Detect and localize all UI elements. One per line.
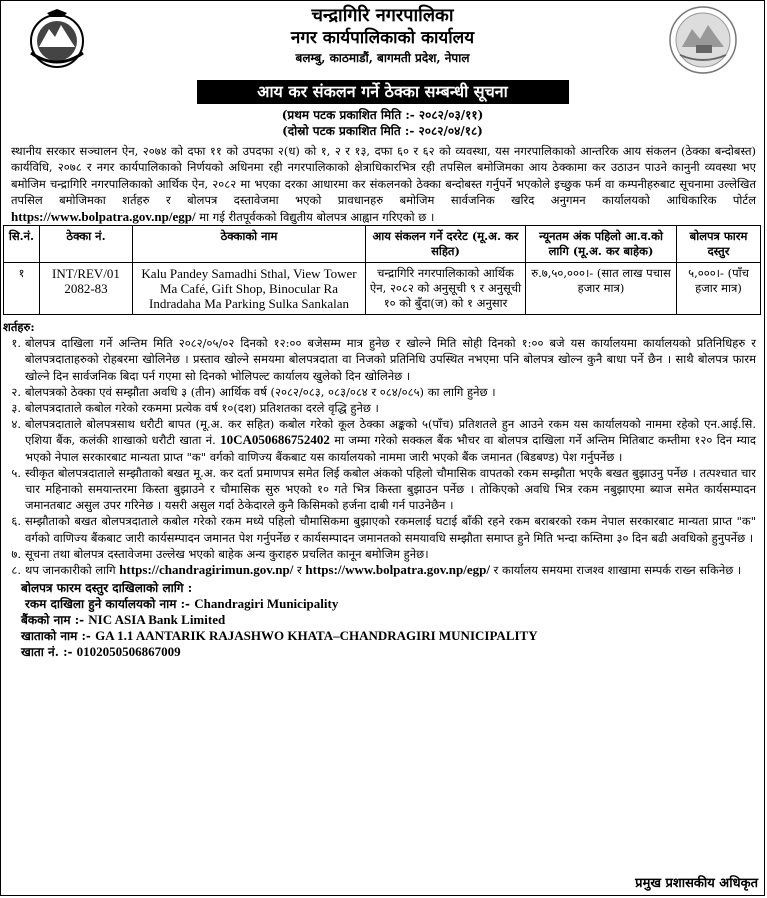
condition-item bbox=[3, 416, 756, 465]
signatory-title: प्रमुख प्रशासकीय अधिकृत bbox=[635, 876, 758, 891]
deposit-account-number: 10CA050686752402 bbox=[220, 432, 330, 448]
condition-text: स्वीकृत बोलपत्रदाताले सम्झौताको बखत मू.अ. कर दर्ता प्रमाणपत्र समेत लिई कबोल अंकको पहिलो चौमासिक वापतको रकम सम्झौता भएकै बखत बुझाउनु पर्नेछ । तत्पश्चात चार चार महिनाको समयान्तरमा किस्ता बुझाउने र चौमासिक सुरु भएको १० गते भित्र किस्ता बुझाउन पर्नेछ । तोकिएको अवधि भित्र रकम नबुझाएमा ब्याज समेत कार्यसम्पादन जमानतबाट असुल उपर गरिनेछ । यसरी असुल गर्दा ठेकेदारले कुनै किसिमको हर्जना दाबी गर्न पाउनेछैन । bbox=[25, 465, 756, 513]
intro-url[interactable]: https://www.bolpatra.gov.np/egp/ bbox=[11, 208, 196, 224]
municipality-url[interactable]: https://chandragirimun.gov.np/ bbox=[119, 562, 294, 578]
condition-number: ६. bbox=[11, 514, 21, 529]
condition-text-tail: र कार्यालय समयमा राजश्व शाखामा सम्पर्क राख्न सकिनेछ । bbox=[489, 563, 742, 578]
col-sn: सि.नं. bbox=[4, 226, 40, 263]
fee-office-row bbox=[21, 596, 764, 612]
conditions bbox=[3, 319, 756, 578]
cell-fee: ५,०००।- (पाँच हजार मात्र) bbox=[677, 263, 761, 315]
notice-title: आय कर संकलन गर्ने ठेक्का सम्बन्धी सूचना bbox=[197, 80, 569, 104]
cell-rate: चन्द्रागिरि नगरपालिकाको आर्थिक ऐन, २०८२ को अनुसूची ९ र अनुसूची १० को बुँदा(ज) को १ अनुसार bbox=[366, 263, 526, 315]
condition-text-tail: मा जम्मा गरेको सक्कल बैंक भौचर वा बोलपत्र दाखिला गर्ने अन्तिम मितिबाट कम्तीमा १२० दिन म्याद भएको नेपाल सरकारबाट मान्यता प्राप्त "क" वर्गको वाणिज्य बैंकबाट यस कार्यालयको नाममा जारी भएको बैंक जमानत (बिडबण्ड) पेश गर्नुपर्नेछ । bbox=[25, 433, 756, 464]
condition-item bbox=[3, 513, 756, 545]
fee-account-name-label: खाताको नाम :- bbox=[21, 629, 91, 644]
cell-sn: १ bbox=[4, 263, 40, 315]
intro-text: स्थानीय सरकार सञ्चालन ऐन, २०७४ को दफा ११ को उपदफा २(ध) को १, २ र १३, दफा ६० र ६२ को व्यवस्था, यस नगरपालिकाको आन्तरिक आय संकलन (ठेक्का बन्दोबस्त) कार्यविधि, २०७८ र नगर कार्यपालिकाको निर्णयको अधिनमा रही नगरपालिकाको क्षेत्राधिकारभित्र रही तपसिल बमोजिमका आय ठेक्कामा कर उठाउन पाउने कानुनी व्यवस्था भए बमोजिम चन्द्रागिरि नगरपालिकाको आर्थिक ऐन, २०८२ मा भएका दरका आधारमा कर संकलनको ठेक्का बन्दोबस्त गर्नुपर्ने भएकोले इच्छुक फर्म वा कम्पनीहरुबाट सूचनामा उल्लेखित तपसिल बमोजिमका शर्तहरु र बोलपत्र दस्तावेजमा भएको प्रावधानहरु बमोजिम सार्वजनिक खरिद अनुगमन कार्यालयको आधिकारिक पोर्टल bbox=[11, 144, 756, 208]
fee-bank-value: NIC ASIA Bank Limited bbox=[88, 612, 226, 628]
fee-account-name-value: GA 1.1 AANTARIK RAJASHWO KHATA–CHANDRAGIRI MUNICIPALITY bbox=[95, 628, 538, 644]
condition-text: सूचना तथा बोलपत्र दस्तावेजमा उल्लेख भएको बाहेक अन्य कुराहरु प्रचलित कानून बमोजिम हुनेछ। bbox=[25, 546, 429, 561]
fee-bank-row bbox=[21, 612, 764, 628]
cell-contract-no: INT/REV/01 2082-83 bbox=[40, 263, 133, 315]
table-row bbox=[4, 263, 761, 315]
condition-item bbox=[3, 546, 756, 562]
condition-text-mid: र bbox=[293, 563, 306, 578]
fee-account-no-label: खाता नं. :- bbox=[21, 645, 73, 660]
office-name: नगर कार्यपालिकाको कार्यालय bbox=[290, 28, 475, 48]
condition-number: १. bbox=[11, 336, 21, 351]
office-address: बलम्बु, काठमाडौं, बागमती प्रदेश, नेपाल bbox=[295, 51, 470, 65]
fee-account-no-value: 0102050506867009 bbox=[76, 644, 181, 660]
second-publish-date: (दोस्रो पटक प्रकाशित मिति :- २०८२/०४/१८) bbox=[282, 124, 483, 138]
condition-text: बोलपत्रदाताले बोलपत्रसाथ धरौटी बापत (मू.अ. कर सहित) कबोल गरेको कूल ठेक्का अङ्कको ५(पाँच) प्रतिशतले हुन आउने रकम यस कार्यालयको नाममा रहेको एन.आई.सि. एशिया बैंक, कलंकी शाखाको धरौटी खाता नं. bbox=[25, 417, 756, 448]
contract-table bbox=[3, 225, 761, 315]
col-rate: आय संकलन गर्ने दररेट (मू.अ. कर सहित) bbox=[366, 226, 526, 263]
cell-minimum: रु.७,५०,०००।- (सात लाख पचास हजार मात्र) bbox=[526, 263, 677, 315]
fee-bank-label: बैंकको नाम :- bbox=[21, 613, 85, 628]
condition-text-wrap bbox=[25, 562, 756, 578]
condition-item bbox=[3, 384, 756, 400]
fee-office-label: रकम दाखिला हुने कार्यालयको नाम :- bbox=[25, 597, 191, 612]
condition-text: थप जानकारीको लागि bbox=[25, 563, 120, 578]
col-contract-no: ठेक्का नं. bbox=[40, 226, 133, 263]
condition-text-wrap bbox=[25, 416, 756, 465]
conditions-heading: शर्तहरु: bbox=[3, 320, 35, 335]
col-contract-name: ठेक्काको नाम bbox=[133, 226, 366, 263]
condition-text: बोलपत्रदाताले कबोल गरेको रकममा प्रत्येक वर्ष १०(दश) प्रतिशतका दरले वृद्धि हुनेछ । bbox=[25, 401, 379, 416]
condition-text: बोलपत्र दाखिला गर्ने अन्तिम मिति २०८२/०५/०२ दिनको १२:०० बजेसम्म मात्र हुनेछ र खोल्ने मिति सोही दिनको १:०० बजे यस कार्यालयमा कार्यालयको प्रतिनिधिहरु र बोलपत्रदाताहरुको रोहबरमा खोलिनेछ । प्रस्ताव खोल्ने समयमा बोलपत्रदाता वा निजको प्रतिनिधि उपस्थित नभएमा पनि बोलपत्र खोल्न कुनै बाधा पर्ने छैन । साथै बोलपत्र फारम खोल्ने दिन सार्वजनिक बिदा पर्न गएमा सो दिनको भोलिपल्ट कार्यालय खुलेको दिन खोलिनेछ । bbox=[25, 336, 756, 383]
col-fee: बोलपत्र फारम दस्तुर bbox=[677, 226, 761, 263]
cell-contract-name: Kalu Pandey Samadhi Sthal, View Tower Ma Café, Gift Shop, Binocular Ra Indradaha Ma Parking Sulka Sankalan bbox=[133, 263, 366, 315]
nepal-emblem-icon bbox=[23, 7, 91, 69]
municipality-logo-icon bbox=[668, 5, 738, 75]
condition-number: ८. bbox=[11, 563, 21, 578]
fee-account-name-row bbox=[21, 628, 764, 644]
fee-account-no-row bbox=[21, 644, 764, 660]
fee-info bbox=[21, 580, 764, 660]
bolpatra-url[interactable]: https://www.bolpatra.gov.np/egp/ bbox=[305, 562, 490, 578]
condition-item bbox=[3, 465, 756, 514]
condition-text: सम्झौताको बखत बोलपत्रदाताले कबोल गरेको रकम मध्ये पहिलो चौमासिकमा बुझाएको रकमलाई घटाई बाँकी रहने रकम बराबरको रकम नेपाल सरकारबाट मान्यता प्राप्त "क" वर्गको वाणिज्य बैंकबाट जारी कार्यसम्पादन जमानत पेश गर्नुपर्नेछ र कार्यसम्पादन जमानतको समयावधि सम्झौता समाप्त हुने मिति भन्दा कम्तिमा ३० दिन बढी अवधिको हुनुपर्नेछ । bbox=[25, 514, 756, 545]
first-publish-date: (प्रथम पटक प्रकाशित मिति :- २०८२/०३/११) bbox=[281, 108, 484, 122]
condition-item bbox=[3, 562, 756, 578]
header bbox=[1, 1, 764, 79]
condition-number: ३. bbox=[11, 401, 21, 416]
org-name: चन्द्रागिरि नगरपालिका bbox=[311, 5, 454, 26]
condition-number: २. bbox=[11, 384, 21, 399]
publish-dates bbox=[1, 107, 764, 139]
table-header-row bbox=[4, 226, 761, 263]
condition-number: ५. bbox=[11, 465, 21, 480]
intro-tail: मा गई रीतपूर्वकको विद्युतीय बोलपत्र आह्वान गरिएको छ । bbox=[195, 209, 435, 224]
fee-office-value: Chandragiri Municipality bbox=[194, 596, 339, 612]
condition-text: बोलपत्रको ठेक्का एवं सम्झौता अवधि ३ (तीन) आर्थिक वर्ष (२०८२/०८३, ०८३/०८४ र ०८४/०८५) का लागि हुनेछ । bbox=[25, 384, 496, 399]
intro-paragraph bbox=[11, 143, 756, 225]
fee-heading: बोलपत्र फारम दस्तुर दाखिलाको लागि : bbox=[21, 581, 193, 596]
col-minimum: न्यूनतम अंक पहिलो आ.व.को लागि (मू.अ. कर बाहेक) bbox=[526, 226, 677, 263]
condition-number: ७. bbox=[11, 546, 21, 561]
condition-number: ४. bbox=[11, 417, 21, 432]
condition-item bbox=[3, 400, 756, 416]
condition-item bbox=[3, 335, 756, 384]
